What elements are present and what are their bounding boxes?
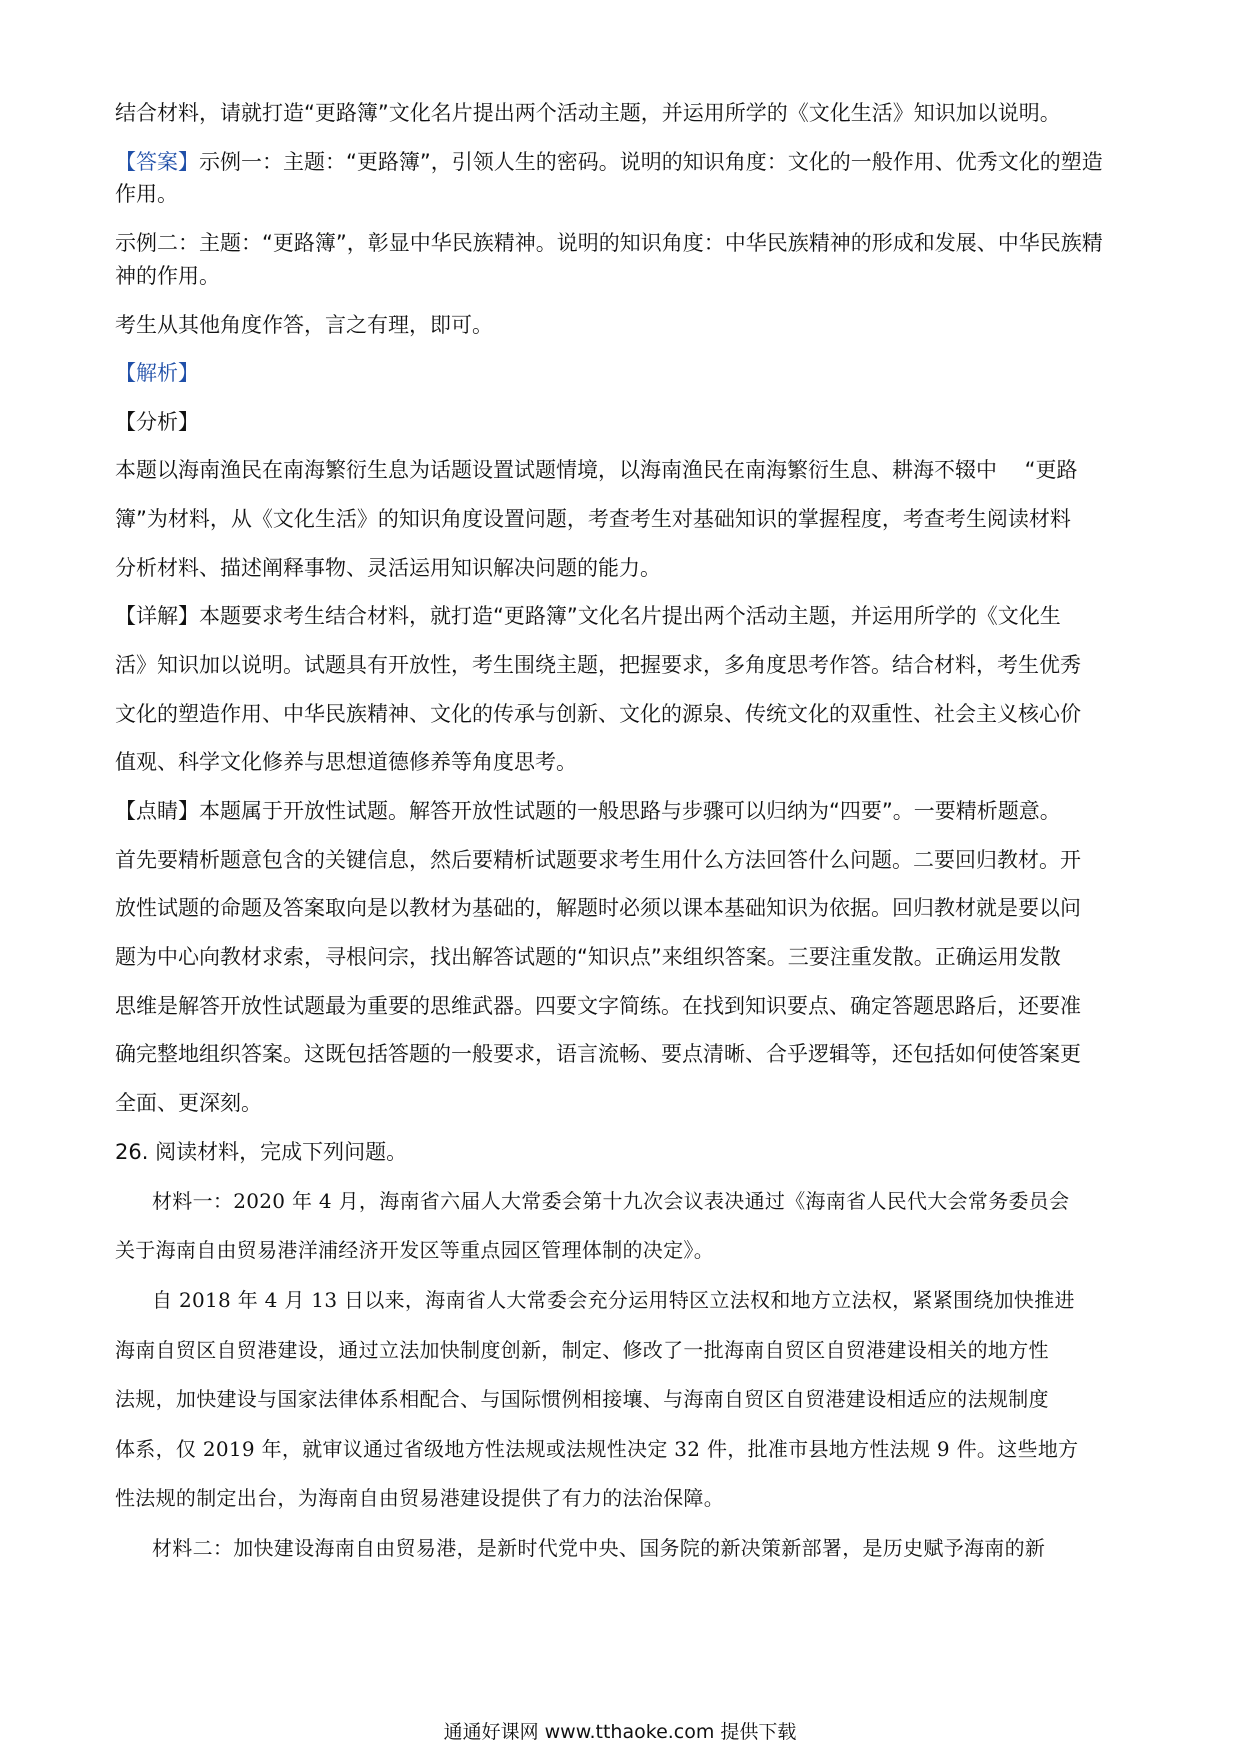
tip-line-4: 题为中心向教材求索，寻根问宗，找出解答试题的“知识点”来组织答案。三要注重发散。正确运用发散 bbox=[115, 945, 1061, 969]
tip-line-2: 首先要精析题意包含的关键信息，然后要精析试题要求考生用什么方法回答什么问题。二要回归教材。开 bbox=[115, 848, 1081, 872]
answer-line-2: 作用。 bbox=[115, 182, 178, 206]
tip-line-5: 思维是解答开放性试题最为重要的思维武器。四要文字简练。在找到知识要点、确定答题思路后，还要准 bbox=[115, 994, 1081, 1018]
answer-line-1 bbox=[115, 147, 1125, 177]
material-line-4: 海南自贸区自贸港建设，通过立法加快制度创新，制定、修改了一批海南自贸区自贸港建设相关的地方性 bbox=[115, 1338, 1049, 1362]
material-line-1: 材料一：2020 年 4 月，海南省六届人大常委会第十九次会议表决通过《海南省人民代大会常务委员会 bbox=[152, 1189, 1070, 1213]
tip-line-3: 放性试题的命题及答案取向是以教材为基础的，解题时必须以课本基础知识为依据。回归教材就是要以问 bbox=[115, 896, 1081, 920]
answer-line-4: 神的作用。 bbox=[115, 264, 220, 288]
answer-tag: 【答案】 bbox=[115, 150, 199, 174]
tip-line-1: 【点睛】本题属于开放性试题。解答开放性试题的一般思路与步骤可以归纳为“四要”。一要精析题意。 bbox=[115, 799, 1061, 823]
analysis-line-2: 簿”为材料，从《文化生活》的知识角度设置问题，考查考生对基础知识的掌握程度，考查考生阅读材料 bbox=[115, 507, 1071, 531]
detail-line-1: 【详解】本题要求考生结合材料，就打造“更路簿”文化名片提出两个活动主题，并运用所学的《文化生 bbox=[115, 604, 1061, 628]
analysis-tag: 【解析】 bbox=[115, 361, 199, 385]
detail-line-4: 值观、科学文化修养与思想道德修养等角度思考。 bbox=[115, 750, 577, 774]
question-text: 结合材料，请就打造“更路簿”文化名片提出两个活动主题，并运用所学的《文化生活》知识加以说明。 bbox=[115, 101, 1061, 125]
analysis-heading: 【分析】 bbox=[115, 410, 199, 434]
detail-line-3: 文化的塑造作用、中华民族精神、文化的传承与创新、文化的源泉、传统文化的双重性、社会主义核心价 bbox=[115, 702, 1081, 726]
question-26: 26. 阅读材料，完成下列问题。 bbox=[115, 1140, 408, 1164]
analysis-line-3: 分析材料、描述阐释事物、灵活运用知识解决问题的能力。 bbox=[115, 556, 661, 580]
material-line-6: 体系，仅 2019 年，就审议通过省级地方性法规或法规性决定 32 件，批准市县地方性法规 9 件。这些地方 bbox=[115, 1437, 1079, 1461]
detail-line-2: 活》知识加以说明。试题具有开放性，考生围绕主题，把握要求，多角度思考作答。结合材料，考生优秀 bbox=[115, 653, 1081, 677]
answer-line-3: 示例二：主题：“更路簿”，彰显中华民族精神。说明的知识角度：中华民族精神的形成和发展、中华民族精 bbox=[115, 231, 1103, 255]
material-line-2: 关于海南自由贸易港洋浦经济开发区等重点园区管理体制的决定》。 bbox=[115, 1238, 714, 1262]
material-line-7: 性法规的制定出台，为海南自由贸易港建设提供了有力的法治保障。 bbox=[115, 1486, 724, 1510]
answer-line-5: 考生从其他角度作答，言之有理，即可。 bbox=[115, 313, 493, 337]
tip-line-7: 全面、更深刻。 bbox=[115, 1091, 262, 1115]
material-line-8: 材料二：加快建设海南自由贸易港，是新时代党中央、国务院的新决策新部署，是历史赋予海南的新 bbox=[152, 1536, 1046, 1560]
material-line-5: 法规，加快建设与国家法律体系相配合、与国际惯例相接壤、与海南自贸区自贸港建设相适应的法规制度 bbox=[115, 1387, 1049, 1411]
analysis-line-1: 本题以海南渔民在南海繁衍生息为话题设置试题情境，以海南渔民在南海繁衍生息、耕海不辍中 “更路 bbox=[115, 458, 1078, 482]
material-line-3: 自 2018 年 4 月 13 日以来，海南省人大常委会充分运用特区立法权和地方立法权，紧紧围绕加快推进 bbox=[152, 1288, 1075, 1312]
tip-line-6: 确完整地组织答案。这既包括答题的一般要求，语言流畅、要点清晰、合乎逻辑等，还包括如何使答案更 bbox=[115, 1042, 1081, 1066]
page-footer: 通通好课网 www.tthaoke.com 提供下载 bbox=[443, 1721, 797, 1743]
answer-text: 示例一：主题：“更路簿”，引领人生的密码。说明的知识角度：文化的一般作用、优秀文化的塑造 bbox=[199, 150, 1103, 174]
